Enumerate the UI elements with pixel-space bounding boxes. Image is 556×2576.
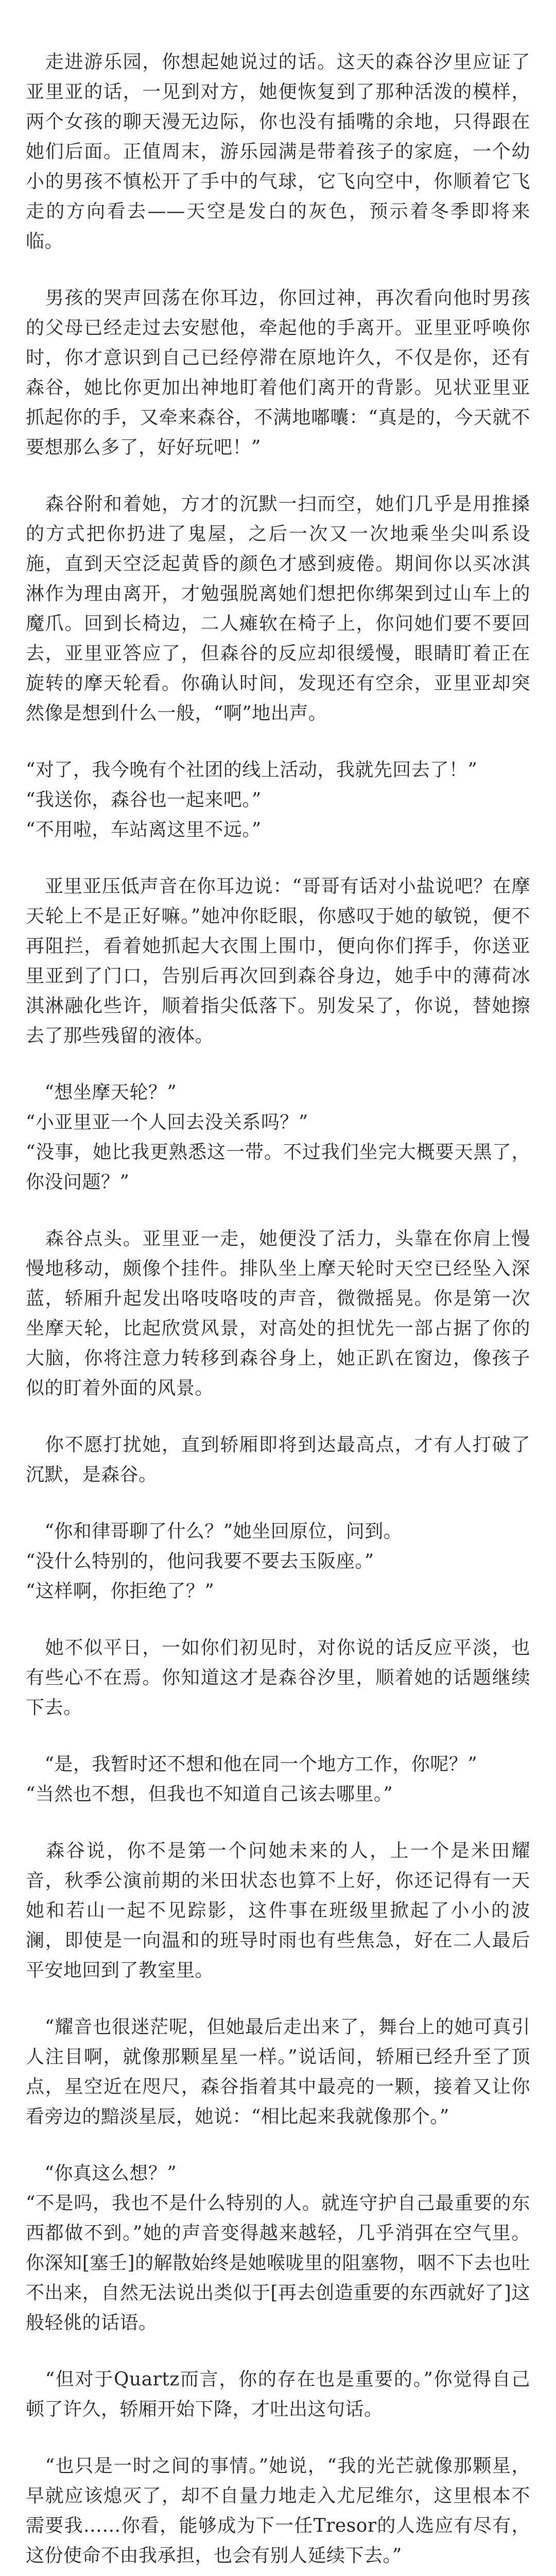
dialogue-block: “对了，我今晚有个社团的线上活动，我就先回去了！” “我送你，森谷也一起来吧。” “不用啦，车站离这里不远。” [26,759,478,840]
paragraph: 森谷附和着她，方才的沉默一扫而空，她们几乎是用推搡的方式把你扔进了鬼屋，之后一次又一次地乘坐尖叫系设施，直到天空泛起黄昏的颜色才感到疲倦。期间你以买冰淇淋作为理由离开，才勉强脱离她们想把你绑架到过山车上的魔爪。回到长椅边，二人瘫软在椅子上，你问她们要不要回去，亚里亚答应了，但森谷的反应却很缓慢，眼睛盯着正在旋转的摩天轮看。你确认时间，发现还有空余，亚里亚却突然像是想到什么一般，“啊”地出声。 [26,494,530,724]
paragraph: 她不似平日，一如你们初见时，对你说的话反应平淡，也有些心不在焉。你知道这才是森谷汐里，顺着她的话题继续下去。 [26,1637,530,1718]
paragraph: 男孩的哭声回荡在你耳边，你回过神，再次看向他时男孩的父母已经走过去安慰他，牵起他的手离开。亚里亚呼唤你时，你才意识到自己已经停滞在原地许久，不仅是你，还有森谷，她比你更加出神地盯着他们离开的背影。见状亚里亚抓起你的手，又牵来森谷，不满地嘟囔：“真是的，今天就不要想那么多了，好好玩吧！” [26,287,530,458]
paragraph: 森谷说，你不是第一个问她未来的人，上一个是米田耀音，秋季公演前期的米田状态也算不上好，你还记得有一天她和若山一起不见踪影，这件事在班级里掀起了小小的波澜，即使是一向温和的班导时雨也有些焦急，好在二人最后平安地回到了教室里。 [26,1840,530,1981]
dialogue-block: “你真这么想？” “不是吗，我也不是什么特别的人。就连守护自己最重要的东西都做不到。”她的声音变得越来越轻，几乎消弭在空气里。你深知[塞壬]的解散始终是她喉咙里的阻塞物，咽不下去也吐不出来，自然无法说出类似于[再去创造重要的东西就好了]这般轻佻的话语。 [26,2163,530,2333]
paragraph: 走进游乐园，你想起她说过的话。这天的森谷汐里应证了亚里亚的话，一见到对方，她便恢复到了那种活泼的模样，两个女孩的聊天漫无边际，你也没有插嘴的余地，只得跟在她们后面。正值周末，游乐园满是带着孩子的家庭，一个幼小的男孩不慎松开了手中的气球，它飞向空中，你顺着它飞走的方向看去——天空是发白的灰色，预示着冬季即将来临。 [26,52,530,252]
paragraph: 亚里亚压低声音在你耳边说：“哥哥有话对小盐说吧？在摩天轮上不是正好嘛。”她冲你眨眼，你感叹于她的敏锐，便不再阻拦，看着她抓起大衣围上围巾，便向你们挥手，你送亚里亚到了门口，告别后再次回到森谷身边，她手中的薄荷冰淇淋融化些许，顺着指尖低落下。别发呆了，你说，替她擦去了那些残留的液体。 [26,876,530,1046]
paragraph: “也只是一时之间的事情。”她说，“我的光芒就像那颗星，早就应该熄灭了，却不自量力地走入尤尼维尔，这里根本不需要我……你看，能够成为下一任Tresor的人选应有尽有，这份使命不由我承担，也会有别人延续下去。” [26,2455,530,2566]
paragraph: “但对于Quartz而言，你的存在也是重要的。”你觉得自己顿了许久，轿厢开始下降，才吐出这句话。 [26,2369,530,2420]
paragraph: “耀音也很迷茫呢，但她最后走出来了，舞台上的她可真引人注目啊，就像那颗星星一样。”说话间，轿厢已经升至了顶点，星空近在咫尺，森谷指着其中最亮的一颗，接着又让你看旁边的黯淡星辰，她说：“相比起来我就像那个。” [26,2016,530,2127]
paragraph: 森谷点头。亚里亚一走，她便没了活力，头靠在你肩上慢慢地移动，颇像个挂件。排队坐上摩天轮时天空已经坠入深蓝，轿厢升起发出咯吱咯吱的声音，微微摇晃。你是第一次坐摩天轮，比起欣赏风景，对高处的担忧先一部占据了你的大脑，你将注意力转移到森谷身上，她正趴在窗边，像孩子似的盯着外面的风景。 [26,1228,530,1399]
dialogue-block: “是，我暂时还不想和他在同一个地方工作，你呢？” “当然也不想，但我也不知道自己该去哪里。” [26,1754,478,1805]
paragraph: 你不愿打扰她，直到轿厢即将到达最高点，才有人打破了沉默，是森谷。 [26,1434,530,1485]
dialogue-block: “你和律哥聊了什么？”她坐回原位，问到。 “没什么特别的，他问我要不要去玉阪座。” “这样啊，你拒绝了？” [26,1521,403,1602]
dialogue-block: “想坐摩天轮？” “小亚里亚一个人回去没关系吗？” “没事，她比我更熟悉这一带。不过我们坐完大概要天黑了，你没问题？” [26,1082,530,1193]
